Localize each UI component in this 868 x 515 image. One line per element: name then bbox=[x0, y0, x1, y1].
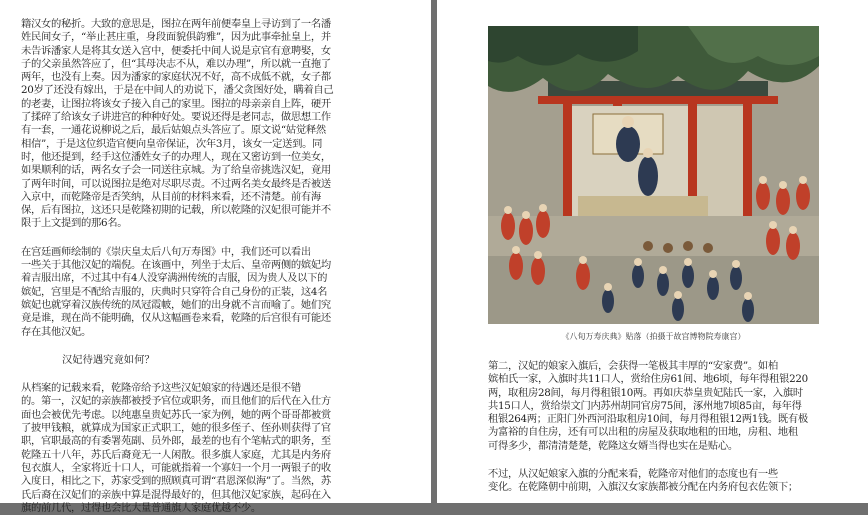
section-heading: 汉妃待遇究竟如何？ bbox=[62, 353, 155, 366]
right-page bbox=[437, 0, 868, 503]
right-paragraph-1: 第二，汉妃的娘家入旗后，会获得一笔极其丰厚的“安家费”。如柏 嫔柏氏一家，入旗时共11口人，赏给住房61间、地6顷，每年得租银220 两，取租房28间，每月得租银10两。再如庆恭皇贵妃陆氏一家，入旗时 共15口人，赏给崇文门内苏州胡同官房75间，涿州地7顷85亩，每年得 租银264两；正阳门外西河沿取租房10间，每月得租银12两1钱。既有极 为富裕的自住房，还有可以出租的房屋及获取地租的田地，房租、地租 可得多少，都清清楚楚，乾隆这女婿当得也实在是贴心。 bbox=[488, 360, 808, 452]
painting-illustration bbox=[488, 26, 819, 324]
left-page bbox=[0, 0, 431, 514]
painting-figure bbox=[488, 26, 819, 324]
right-paragraph-2: 不过，从汉妃娘家入旗的分配来看，乾隆帝对他们的态度也有一些 变化。在乾隆朝中前期，入旗汉女家族都被分配在内务府包衣佐领下； bbox=[488, 468, 798, 494]
left-paragraph-2: 在宫廷画师绘制的《崇庆皇太后八旬万寿图》中，我们还可以看出 一些关于其他汉妃的端倪。在该画中，列坐于太后、皇帝两侧的嫔妃均 着吉服出席，不过其中有4人没穿满洲传统的吉服，因为贵人及以下的 嫔妃，宫里是不配给吉服的，庆典时只穿符合自己身份的正装，这4名 嫔妃也就穿着汉族传统的凤冠霞帔，她们的出身就不言而喻了。她们究 竟是谁，现在尚不能明确，仅从这幅画卷来看，乾隆的后宫很有可能还 存在其他汉妃。 bbox=[21, 245, 331, 338]
left-paragraph-1: 籍汉女的秘折。大致的意思是，图拉在两年前便奉皇上寻访到了一名潘 姓民间女子，“举止甚庄重，身段面貌俱韵雅”，因为此事牵扯皇上，并 未告诉潘家人是将其女送入宫中，便委托中间人说是京官有意聘娶，女 子的父亲虽然答应了，但“其母决志不从，难以办理”，所以就一直拖了 两年，也没有上奏。因为潘家的家庭状况不好，高不成低不就，女子都 20岁了还没有嫁出，于是在中间人的劝说下，潘父贪图好处，瞒着自己 的老妻，让图拉将该女子接入自己的家里。图拉的母亲亲自上阵，硬开 了揉碎了给该女子讲进宫的种种好处。要说还得是老同志，做思想工作 有一套，一通花说柳说之后，最后姑娘点头答应了。原文说“姑觉释然 相信”，于是这位织造官便向皇帝保证，次年3月，该女一定送到。同 时，他还提到，经手这位潘姓女子的办理人，现在又密访到一位美女， 如果顺利的话，两名女子会一同送往京城。为了给皇帝挑选汉妃，竟用 了两年时间，可以说图拉是绝对尽职尽责。不过两名美女最终是否被送 入京中，而乾隆帝是否笑纳，从目前的材料来看，还不清楚。前有海 保，后有图拉，这还只是乾隆初期的记载，所以乾隆的汉妃很可能并不 限于上文提到的那6名。 bbox=[21, 18, 334, 230]
figure-caption: 《八旬万寿庆典》贴落（拍摄于故宫博物院寿康宫） bbox=[561, 332, 746, 341]
left-paragraph-3: 从档案的记载来看，乾隆帝给予这些汉妃娘家的待遇还是很不错 的。第一，汉妃的亲族都被授予官位或职务，而且他们的后代在入仕方 面也会被优先考虑。以纯惠皇贵妃苏氏一家为例，她的两个哥哥都被赏 了披甲钱粮，就算成为国家正式职工，她的很多侄子、侄孙则获得了官 职，官职最高的有委署苑副、员外郎，最差的也有个笔帖式的职务，至 乾隆五十八年，苏氏后裔竟无一人闲散。很多旗人家庭，尤其是内务府 包衣旗人，全家将近十口人，可能就指着一个寡妇一个月一两银子的收 入度日，相比之下，苏家受到的照顾真可谓“君恩深似海”了。当然，苏 氏后裔在汉妃们的亲族中算是混得最好的，但其他汉妃家族，起码在入 旗的前几代，过得也会比大量普通旗人家庭优越不少。 bbox=[21, 382, 331, 514]
